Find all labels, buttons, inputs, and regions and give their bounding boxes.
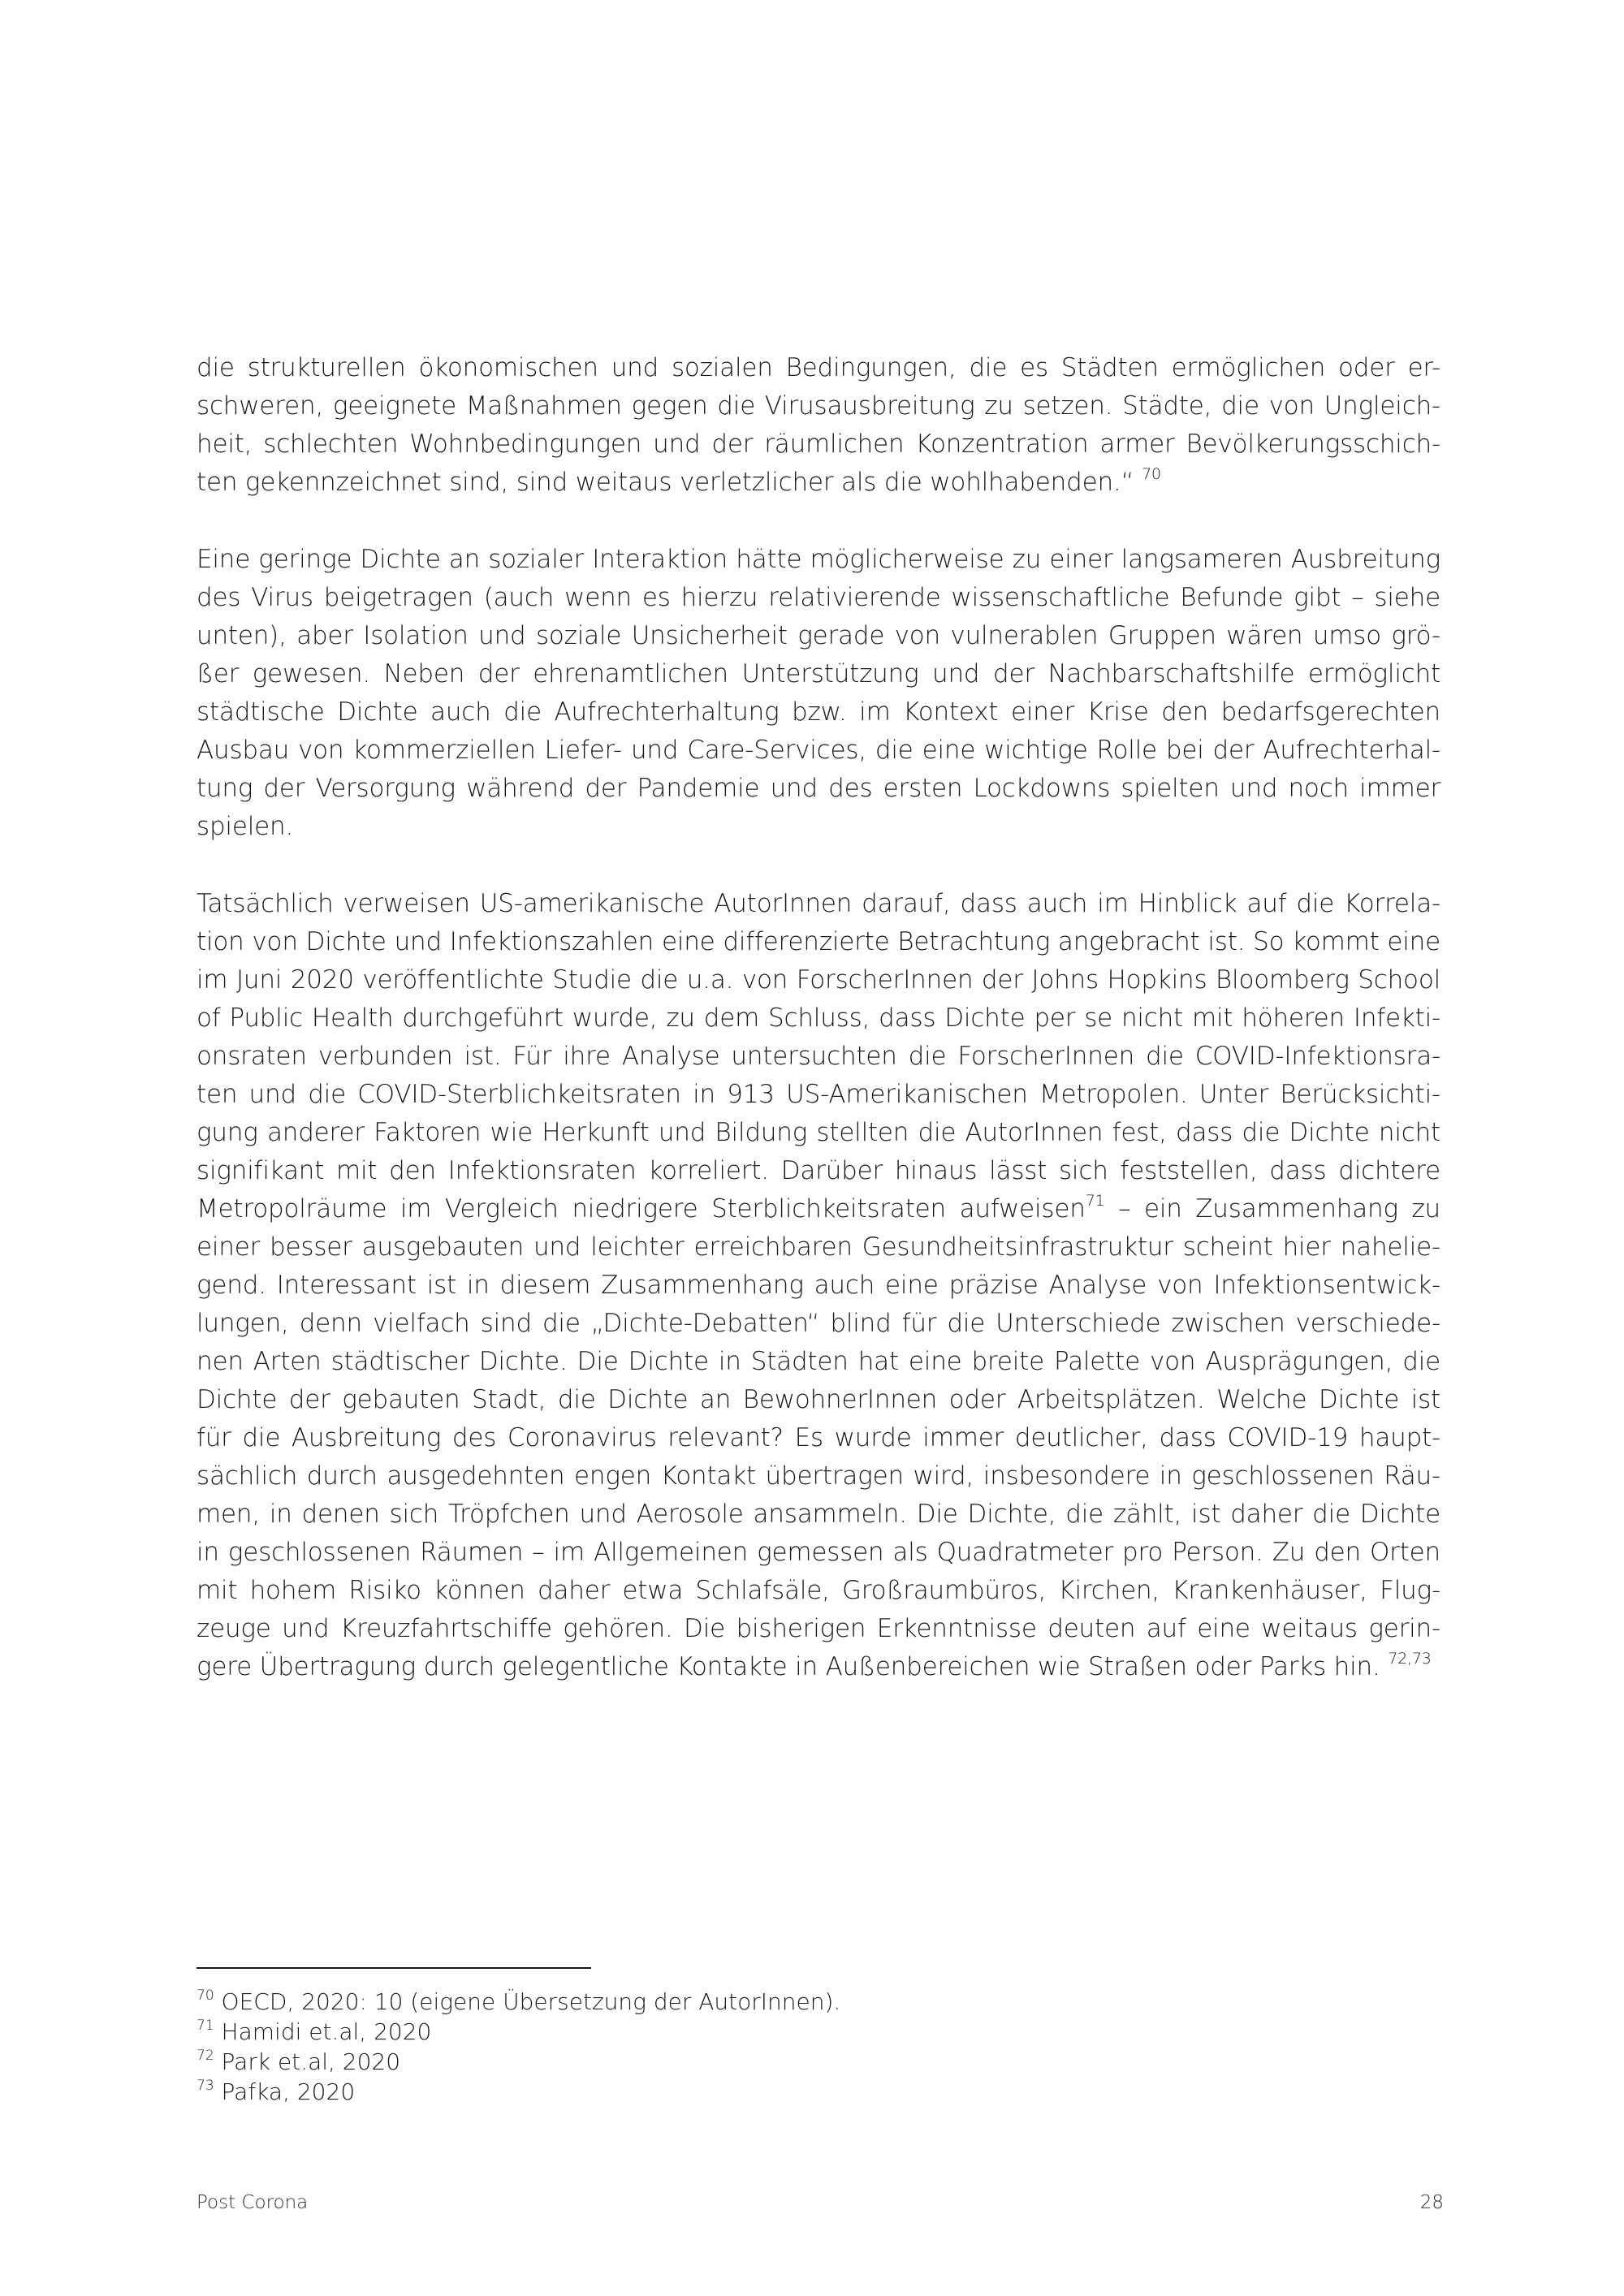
text-line: nen Arten städtischer Dichte. Die Dichte in Städten hat eine breite Palette von Ausprägungen, die: [197, 1347, 1440, 1376]
footnote-number: 73: [197, 2078, 214, 2094]
footnote-number: 70: [197, 1987, 214, 2004]
footnote-text: OECD, 2020: 10 (eigene Übersetzung der AutorInnen).: [221, 1988, 841, 2015]
text-line: onsraten verbunden ist. Für ihre Analyse untersuchten die ForscherInnen die COVID-Infektionsra-: [197, 1042, 1440, 1071]
text-line: in geschlossenen Räumen – im Allgemeinen gemessen als Quadratmeter pro Person. Zu den Orten: [197, 1538, 1440, 1567]
text-line: schweren, geeignete Maßnahmen gegen die Virusausbreitung zu setzen. Städte, die von Ungleich-: [197, 391, 1440, 421]
text-line: unten), aber Isolation und soziale Unsicherheit gerade von vulnerablen Gruppen wären umso grö-: [197, 621, 1440, 650]
text-line: men, in denen sich Tröpfchen und Aerosole ansammeln. Die Dichte, die zählt, ist daher die Dichte: [197, 1500, 1440, 1529]
footnote-text: Park et.al, 2020: [221, 2048, 401, 2075]
footnotes: [197, 1987, 1415, 2107]
text-line: lungen, denn vielfach sind die „Dichte-Debatten“ blind für die Unterschiede zwischen verschiede-: [197, 1309, 1440, 1338]
text-line-content: gere Übertragung durch gelegentliche Kontakte in Außenbereichen wie Straßen oder Parks hin.: [197, 1652, 1380, 1681]
text-line: tung der Versorgung während der Pandemie und des ersten Lockdowns spielten und noch immer: [197, 774, 1440, 803]
text-line: [197, 1648, 1440, 1686]
text-line: die strukturellen ökonomischen und sozialen Bedingungen, die es Städten ermöglichen oder er-: [197, 353, 1440, 382]
text-line: Ausbau von kommerziellen Liefer- und Care-Services, die eine wichtige Rolle bei der Aufrechterhal-: [197, 736, 1440, 765]
paragraph-1: [197, 349, 1440, 502]
footnote-ref[interactable]: 70: [1142, 465, 1161, 483]
footer-title: Post Corona: [197, 2192, 309, 2213]
text-line-content: ten gekennzeichnet sind, sind weitaus verletzlicher als die wohlhabenden.“: [197, 468, 1134, 497]
footnote-72: [197, 2047, 1415, 2077]
text-line: Eine geringe Dichte an sozialer Interaktion hätte möglicherweise zu einer langsameren Ausbreitung: [197, 545, 1440, 574]
footnote-73: [197, 2077, 1415, 2107]
text-line: im Juni 2020 veröffentlichte Studie die u.a. von ForscherInnen der Johns Hopkins Bloomberg School: [197, 965, 1440, 995]
text-line: gend. Interessant ist in diesem Zusammenhang auch eine präzise Analyse von Infektionsentwick-: [197, 1271, 1440, 1300]
footnote-text: Pafka, 2020: [221, 2078, 356, 2105]
text-line: [197, 1190, 1440, 1228]
page-number: 28: [1419, 2192, 1444, 2213]
text-line: des Virus beigetragen (auch wenn es hierzu relativierende wissenschaftliche Befunde gibt – siehe: [197, 583, 1440, 612]
text-line: sächlich durch ausgedehnten engen Kontakt übertragen wird, insbesondere in geschlossenen Räu-: [197, 1461, 1440, 1491]
paragraph-2: [197, 541, 1440, 846]
text-line: tion von Dichte und Infektionszahlen eine differenzierte Betrachtung angebracht ist. So kommt eine: [197, 927, 1440, 956]
text-line: mit hohem Risiko können daher etwa Schlafsäle, Großraumbüros, Kirchen, Krankenhäuser, Flug-: [197, 1576, 1440, 1605]
text-line: einer besser ausgebauten und leichter erreichbaren Gesundheitsinfrastruktur scheint hier nahelie-: [197, 1232, 1440, 1262]
text-line: Tatsächlich verweisen US-amerikanische AutorInnen darauf, dass auch im Hinblick auf die Korrela-: [197, 889, 1440, 918]
footnote-number: 72: [197, 2048, 214, 2064]
text-line: für die Ausbreitung des Coronavirus relevant? Es wurde immer deutlicher, dass COVID-19 haupt-: [197, 1423, 1440, 1452]
text-line: Dichte der gebauten Stadt, die Dichte an BewohnerInnen oder Arbeitsplätzen. Welche Dichte ist: [197, 1385, 1440, 1414]
footnote-number: 71: [197, 2018, 214, 2034]
text-line: zeuge und Kreuzfahrtschiffe gehören. Die bisherigen Erkenntnisse deuten auf eine weitaus gerin-: [197, 1614, 1440, 1643]
footnote-separator: [197, 1967, 591, 1969]
footnote-ref[interactable]: 72,73: [1388, 1650, 1432, 1668]
text-line: of Public Health durchgeführt wurde, zu dem Schluss, dass Dichte per se nicht mit höheren Infekti-: [197, 1003, 1440, 1033]
paragraph-3: [197, 885, 1440, 1686]
text-line: signifikant mit den Infektionsraten korreliert. Darüber hinaus lässt sich feststellen, dass dichtere: [197, 1156, 1440, 1185]
text-line: städtische Dichte auch die Aufrechterhaltung bzw. im Kontext einer Krise den bedarfsgerechten: [197, 697, 1440, 727]
text-line: spielen.: [197, 812, 294, 841]
text-line: gung anderer Faktoren wie Herkunft und Bildung stellten die AutorInnen fest, dass die Dichte nicht: [197, 1118, 1440, 1147]
footnote-text: Hamidi et.al, 2020: [221, 2018, 432, 2045]
text-line-content: Metropolräume im Vergleich niedrigere Sterblichkeitsraten aufweisen: [197, 1194, 1086, 1224]
footnote-ref[interactable]: 71: [1085, 1192, 1105, 1210]
body-text: [197, 349, 1440, 1725]
text-line-content: – ein Zusammenhang zu: [1104, 1194, 1440, 1224]
footnote-71: [197, 2017, 1415, 2047]
footnote-70: [197, 1987, 1415, 2017]
text-line: heit, schlechten Wohnbedingungen und der räumlichen Konzentration armer Bevölkerungsschich-: [197, 429, 1440, 459]
text-line: [197, 464, 1440, 502]
text-line: ten und die COVID-Sterblichkeitsraten in 913 US-Amerikanischen Metropolen. Unter Berücksichti-: [197, 1080, 1440, 1109]
text-line: ßer gewesen. Neben der ehrenamtlichen Unterstützung und der Nachbarschaftshilfe ermöglicht: [197, 659, 1440, 688]
